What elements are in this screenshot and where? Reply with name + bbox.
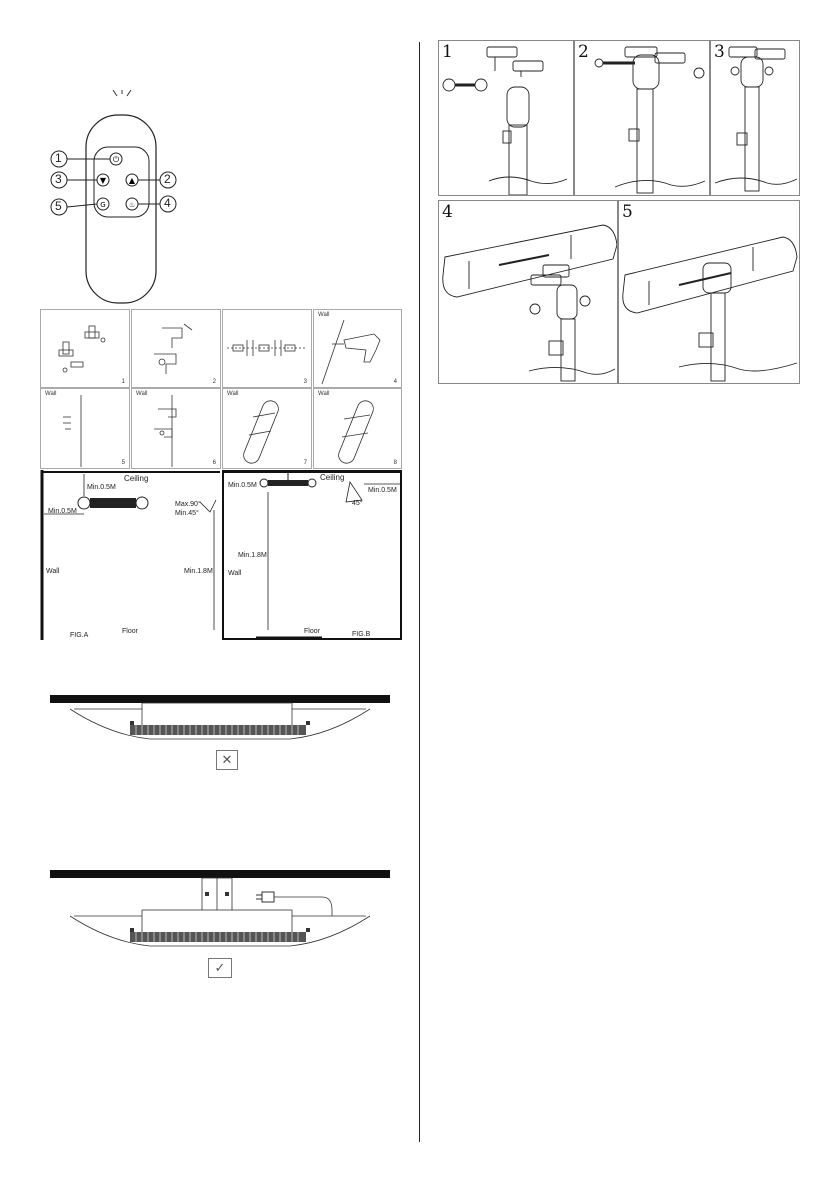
min-right-label: Min.0.5M	[368, 487, 397, 494]
cross-icon: ✕	[221, 752, 233, 767]
callout-label-5: 5	[55, 199, 62, 213]
remote-control-figure	[40, 90, 260, 310]
min-left-label: Min.0.5M	[48, 508, 77, 515]
svg-text:♨: ♨	[128, 201, 136, 209]
right-mark-box	[208, 958, 232, 978]
pole-steps-row-2	[438, 200, 800, 384]
wall-label: Wall	[318, 391, 330, 397]
min-top-label: Min.0.5M	[87, 484, 116, 491]
step-number: 1	[121, 379, 125, 385]
install-step-7	[222, 388, 312, 469]
step-number: 1	[442, 42, 453, 62]
step-number: 6	[212, 460, 216, 466]
install-step-3	[222, 309, 312, 388]
wall-install-grid	[40, 309, 402, 469]
install-step-8	[313, 388, 402, 469]
svg-text:▲: ▲	[128, 176, 136, 185]
install-step-1	[40, 309, 130, 388]
step-number: 2	[578, 42, 589, 62]
callout-label-4: 4	[164, 196, 171, 210]
step-number: 3	[714, 42, 725, 62]
callout-label-2: 2	[164, 172, 171, 186]
pole-step-2	[574, 40, 710, 196]
floor-label: Floor	[304, 628, 320, 635]
install-step-6	[131, 388, 221, 469]
svg-text:▼: ▼	[99, 176, 107, 185]
step-number: 4	[393, 379, 397, 385]
step-number: 3	[303, 379, 307, 385]
svg-text:⏻: ⏻	[112, 155, 120, 164]
wall-label: Wall	[136, 391, 148, 397]
wrong-mark-box	[216, 750, 238, 770]
fig-a-caption: FIG.A	[70, 632, 89, 639]
install-step-4	[313, 309, 402, 388]
max-angle-label: Max.90°	[175, 501, 201, 508]
pole-step-3	[710, 40, 800, 196]
min-height-label: Min.1.8M	[184, 568, 213, 575]
pole-step-1	[438, 40, 574, 196]
svg-text:G: G	[100, 201, 106, 209]
wall-label: Wall	[46, 568, 60, 575]
min-height-label: Min.1.8M	[238, 552, 267, 559]
check-icon: ✓	[214, 960, 226, 975]
callout-label-1: 1	[55, 151, 62, 165]
min-angle-label: Min.45°	[175, 510, 199, 517]
install-step-2	[131, 309, 221, 388]
wall-label: Wall	[228, 570, 242, 577]
step-number: 5	[121, 460, 125, 466]
pole-steps-row-1	[438, 40, 800, 196]
step-number: 5	[622, 202, 633, 222]
wall-label: Wall	[318, 312, 330, 318]
callout-label-3: 3	[55, 172, 62, 186]
step-number: 4	[442, 202, 453, 222]
fig-b-caption: FIG.B	[352, 631, 371, 638]
min-left-label: Min.0.5M	[228, 482, 257, 489]
pole-step-4	[438, 200, 618, 384]
ceiling-label: Ceiling	[320, 473, 345, 482]
install-step-5	[40, 388, 130, 469]
step-number: 2	[212, 379, 216, 385]
wall-label: Wall	[227, 391, 239, 397]
ceiling-mount-wrong	[50, 695, 390, 775]
clearance-fig-b	[222, 470, 402, 640]
pole-step-5	[618, 200, 800, 384]
angle-label: 45°	[352, 500, 363, 507]
step-number: 7	[303, 460, 307, 466]
floor-label: Floor	[122, 628, 138, 635]
column-divider	[419, 42, 420, 1142]
step-number: 8	[393, 460, 397, 466]
wall-label: Wall	[45, 391, 57, 397]
ceiling-mount-right	[50, 870, 390, 980]
ceiling-label: Ceiling	[124, 474, 149, 483]
clearance-fig-a	[40, 470, 220, 640]
